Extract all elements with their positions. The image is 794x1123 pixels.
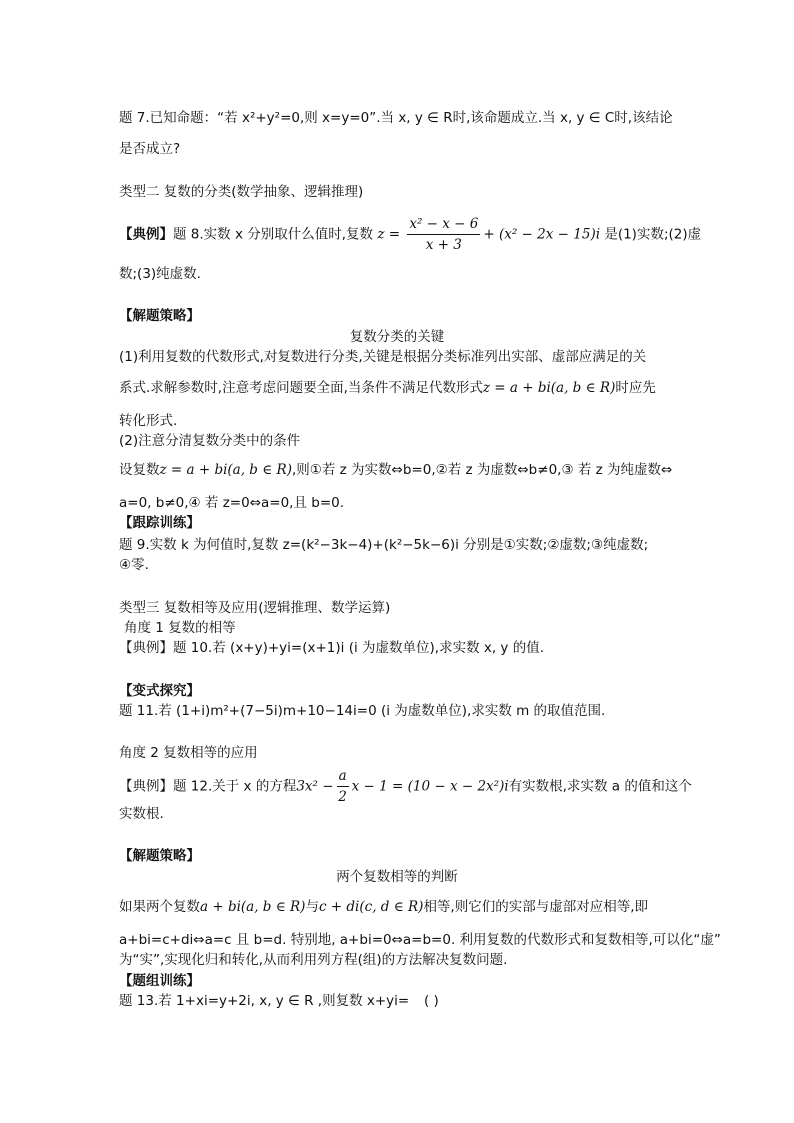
- s1-line2-b: 时应先: [615, 380, 656, 396]
- q8-line1: [119, 216, 701, 253]
- s2-line3: a=0, b≠0,④ 若 z=0⇔a=0,且 b=0.: [119, 495, 345, 511]
- type3-title: 类型三 复数相等及应用(逻辑推理、数学运算): [119, 600, 391, 616]
- s3-line3: 为“实”,实现化归和转化,从而利用列方程(组)的方法解决复数问题.: [119, 952, 508, 968]
- q12-fraction: [337, 768, 349, 805]
- s3-line1-b: 相等,则它们的实部与虚部对应相等,即: [423, 899, 649, 915]
- s3-line1-mid: 与: [305, 899, 319, 915]
- s3-line1: [119, 897, 648, 917]
- strategy-title-2: 两个复数相等的判断: [336, 869, 458, 885]
- q8-z: z =: [377, 226, 401, 243]
- q13-text: 题 13.若 1+xi=y+2i, x, y ∈ R ,则复数 x+yi=: [119, 993, 410, 1009]
- s1-line1: (1)利用复数的代数形式,对复数进行分类,关键是根据分类标准列出实部、虚部应满足的关: [119, 349, 647, 365]
- q8-line2: 数;(3)纯虚数.: [119, 266, 201, 282]
- angle2-title: 角度 2 复数相等的应用: [119, 745, 258, 761]
- q12-fraction-den: 2: [338, 789, 347, 805]
- s2-line1: (2)注意分清复数分类中的条件: [119, 433, 301, 449]
- angle1-title: 角度 1 复数的相等: [124, 620, 236, 636]
- s2-line2: [119, 460, 672, 480]
- q9-line2: ④零.: [119, 557, 149, 573]
- q13: [119, 991, 409, 1011]
- q8-fraction-den: x + 3: [425, 237, 462, 253]
- example-tag: 【典例】: [119, 226, 173, 243]
- group-tag: 【题组训练】: [119, 973, 200, 989]
- s1-line2: [119, 378, 656, 398]
- s1-line2-a: 系式.求解参数时,注意考虑问题要全面,当条件不满足代数形式: [119, 380, 483, 396]
- s1-line3: 转化形式.: [119, 413, 178, 429]
- q12-text-a: 【典例】题 12.关于 x 的方程: [119, 778, 297, 795]
- q12-line2: 实数根.: [119, 806, 164, 822]
- q8-tail: + (x² − 2x − 15)i: [483, 226, 601, 243]
- variation-tag: 【变式探究】: [119, 683, 200, 699]
- q8-fraction-num: x² − x − 6: [407, 216, 480, 235]
- q12-line1: [119, 768, 692, 805]
- strategy-title-1: 复数分类的关键: [349, 329, 445, 345]
- s2-line2-a: 设复数: [119, 462, 160, 478]
- s2-line2-math: z = a + bi(a, b ∈ R): [159, 462, 292, 478]
- q9-line1: 题 9.实数 k 为何值时,复数 z=(k²−3k−4)+(k²−5k−6)i 分别是①实数;②虚数;③纯虚数;: [119, 537, 649, 553]
- strategy-tag-2: 【解题策略】: [119, 848, 200, 864]
- s3-line1-math2: c + di(c, d ∈ R): [318, 899, 424, 915]
- s3-line1-math1: a + bi(a, b ∈ R): [200, 899, 306, 915]
- q7-line2: 是否成立?: [119, 141, 181, 157]
- s3-line1-a: 如果两个复数: [119, 899, 200, 915]
- s2-line2-b: ,则①若 z 为实数⇔b=0,②若 z 为虚数⇔b≠0,③ 若 z 为纯虚数⇔: [291, 462, 673, 478]
- s1-line2-math: z = a + bi(a, b ∈ R): [482, 380, 616, 396]
- q12-math2: x − 1 = (10 − x − 2x²)i: [351, 778, 509, 795]
- q8-text-b: 是(1)实数;(2)虚: [600, 226, 702, 243]
- q12-math1: 3x² −: [296, 778, 334, 795]
- q12-fraction-num: a: [337, 768, 349, 787]
- q11: 题 11.若 (1+i)m²+(7−5i)m+10−14i=0 (i 为虚数单位),求实数 m 的取值范围.: [119, 703, 606, 719]
- q10: 【典例】题 10.若 (x+y)+yi=(x+1)i (i 为虚数单位),求实数 x, y 的值.: [119, 640, 545, 656]
- q13-answer-blank[interactable]: ( ): [424, 993, 439, 1009]
- q7-line1: 题 7.已知命题：“若 x²+y²=0,则 x=y=0”.当 x, y ∈ R时,该命题成立.当 x, y ∈ C时,该结论: [119, 110, 673, 126]
- follow-tag: 【跟踪训练】: [119, 515, 200, 531]
- strategy-tag-1: 【解题策略】: [119, 308, 200, 324]
- q8-text-a: 题 8.实数 x 分别取什么值时,复数: [173, 226, 378, 243]
- q8-fraction: [407, 216, 480, 253]
- s3-line2: a+bi=c+di⇔a=c 且 b=d. 特别地, a+bi=0⇔a=b=0. 利用复数的代数形式和复数相等,可以化“虚”: [119, 932, 721, 948]
- q12-text-b: 有实数根,求实数 a 的值和这个: [508, 778, 692, 795]
- type2-title: 类型二 复数的分类(数学抽象、逻辑推理): [119, 184, 364, 200]
